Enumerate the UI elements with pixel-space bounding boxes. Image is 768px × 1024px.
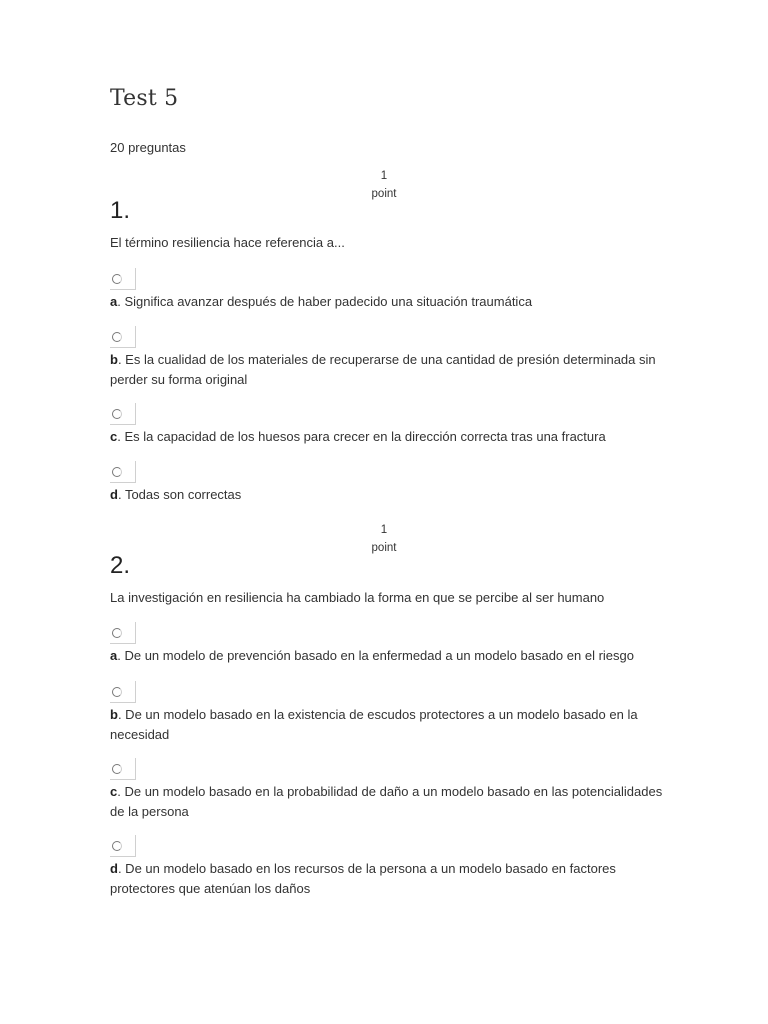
option-letter: a: [110, 294, 118, 309]
option-b-radio[interactable]: [110, 681, 136, 703]
radio-circle-icon: [112, 841, 122, 851]
question-text: La investigación en resiliencia ha cambiado la forma en que se percibe al ser humano: [110, 590, 605, 605]
radio-circle-icon: [112, 687, 122, 697]
option-letter: a: [110, 648, 118, 663]
option-b: [110, 350, 670, 390]
question-number: 2.: [110, 552, 131, 579]
radio-circle-icon: [112, 467, 122, 477]
points-label: point: [371, 188, 397, 200]
option-b-radio[interactable]: [110, 326, 136, 348]
question-text: El término resiliencia hace referencia a...: [110, 235, 345, 250]
points-value: 1: [380, 524, 388, 536]
option-letter: b: [110, 707, 118, 722]
option-text: . Es la capacidad de los huesos para crecer en la dirección correcta tras una fractura: [117, 429, 606, 444]
option-text: . Es la cualidad de los materiales de recuperarse de una cantidad de presión determinada sin perder su forma original: [110, 352, 656, 387]
radio-circle-icon: [112, 274, 122, 284]
option-d-radio[interactable]: [110, 461, 136, 483]
question-count: 20 preguntas: [110, 140, 186, 155]
points-badge: [360, 521, 408, 557]
option-text: . Todas son correctas: [117, 487, 242, 502]
radio-circle-icon: [112, 332, 122, 342]
points-label: point: [371, 542, 397, 554]
option-text: . De un modelo basado en los recursos de la persona a un modelo basado en factores protectores que atenúan los daños: [110, 861, 616, 896]
option-d: [110, 485, 670, 505]
option-letter: c: [110, 784, 118, 799]
points-badge: [360, 167, 408, 203]
radio-circle-icon: [112, 764, 122, 774]
option-a-radio[interactable]: [110, 268, 136, 290]
option-text: . Significa avanzar después de haber padecido una situación traumática: [117, 294, 533, 309]
option-c: [110, 427, 670, 447]
option-a: [110, 646, 670, 666]
option-letter: d: [110, 861, 118, 876]
option-text: . De un modelo basado en la probabilidad de daño a un modelo basado en las potencialidades de la persona: [110, 784, 663, 819]
option-a: [110, 292, 670, 312]
option-d-radio[interactable]: [110, 835, 136, 857]
option-text: . De un modelo basado en la existencia de escudos protectores a un modelo basado en la necesidad: [110, 707, 638, 742]
points-value: 1: [380, 170, 388, 182]
option-c-radio[interactable]: [110, 403, 136, 425]
option-letter: b: [110, 352, 118, 367]
option-letter: d: [110, 487, 118, 502]
option-a-radio[interactable]: [110, 622, 136, 644]
option-d: [110, 859, 670, 899]
radio-circle-icon: [112, 628, 122, 638]
option-c-radio[interactable]: [110, 758, 136, 780]
page-title: Test 5: [110, 86, 179, 111]
option-b: [110, 705, 670, 745]
radio-circle-icon: [112, 409, 122, 419]
question-number: 1.: [110, 197, 131, 224]
option-text: . De un modelo de prevención basado en la enfermedad a un modelo basado en el riesgo: [117, 648, 634, 663]
option-letter: c: [110, 429, 118, 444]
option-c: [110, 782, 670, 822]
